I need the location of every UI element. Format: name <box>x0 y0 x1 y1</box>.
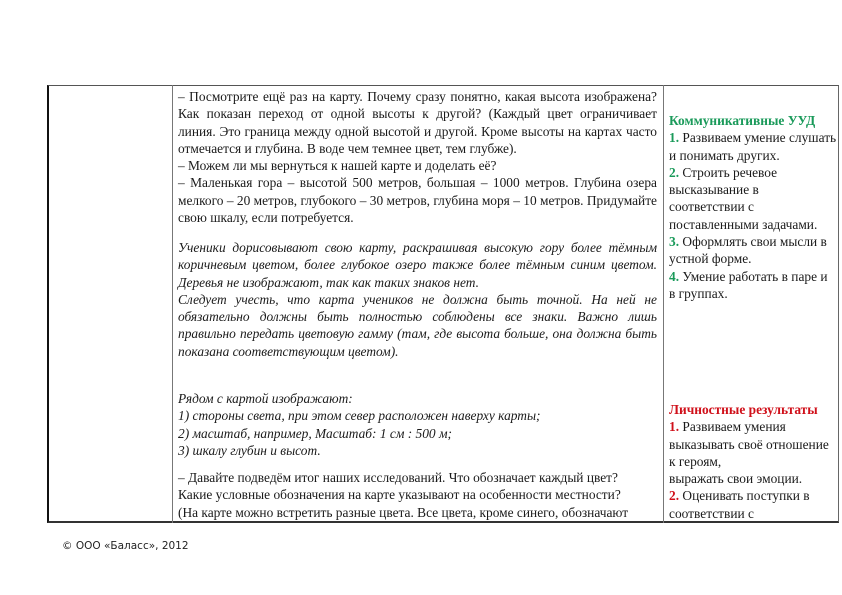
paragraph: 1) стороны света, при этом север расположен наверху карты; <box>178 408 541 424</box>
list-item: 2. Строить речевое высказывание в соответствии с поставленными задачами. <box>669 164 818 232</box>
paragraph: – Маленькая гора – высотой 500 метров, большая – 1000 метров. Глубина озера мелкого – 20 метров, глубокого – 30 метров, глубина моря – 10 метров. Придумайте свою шкалу, если потребуется. <box>178 175 657 226</box>
column-divider <box>172 85 173 523</box>
paragraph: 2) масштаб, например, Масштаб: 1 см : 500 м; <box>178 425 452 441</box>
students-activity-block <box>178 239 657 360</box>
list-item: 3. Оформлять свои мысли в устной форме. <box>669 234 827 267</box>
personal-results <box>669 401 837 522</box>
list-item: 2. Оценивать поступки в соответствии с <box>669 488 810 521</box>
section-heading: Личностные результаты <box>669 402 818 417</box>
communicative-uud <box>669 112 837 302</box>
copyright-footer: © ООО «Баласс», 2012 <box>62 540 189 552</box>
summary-block <box>178 469 657 521</box>
list-item-continuation: выражать свои эмоции. <box>669 471 803 487</box>
paragraph: 3) шкалу глубин и высот. <box>178 442 321 458</box>
paragraph: (На карте можно встретить разные цвета. Все цвета, кроме синего, обозначают <box>178 504 629 520</box>
teacher-dialog-block <box>178 88 657 226</box>
section-heading: Коммуникативные УУД <box>669 113 816 128</box>
paragraph: Следует учесть, что карта учеников не должна быть точной. На ней не обязательно должны быть полностью соблюдены все знаки. Важно лишь правильно передать цветовую гамму (там, где высота больше, она должна быть показана соответствующим цветом). <box>178 291 657 359</box>
paragraph: Какие условные обозначения на карте указывают на особенности местности? <box>178 487 621 503</box>
paragraph: Рядом с картой изображают: <box>178 391 353 406</box>
list-item: 4. Умение работать в паре и в группах. <box>669 268 828 301</box>
paragraph: – Можем ли мы вернуться к нашей карте и доделать её? <box>178 158 497 174</box>
paragraph: – Давайте подведём итог наших исследований. Что обозначает каждый цвет? <box>178 470 618 485</box>
list-item: 1. Развиваем умение слушать и понимать других. <box>669 130 837 163</box>
paragraph: – Посмотрите ещё раз на карту. Почему сразу понятно, какая высота изображена? Как показан переход от одной высоты к другой? (Каждый цвет ограничивает линия. Это граница между одной высотой и другой. Кроме высоты на картах часто отмечается и глубина. В воде чем темнее цвет, тем глубже). <box>178 89 657 156</box>
map-legend-block <box>178 390 657 459</box>
list-item: 1. Развиваем умения выказывать своё отношение к героям, <box>669 419 829 469</box>
column-divider <box>663 85 664 523</box>
paragraph: Ученики дорисовывают свою карту, раскрашивая высокую гору более тёмным коричневым цветом, более глубокое озеро также более тёмным синим цветом. Деревья не изображают, так как таких знаков нет. <box>178 240 657 290</box>
